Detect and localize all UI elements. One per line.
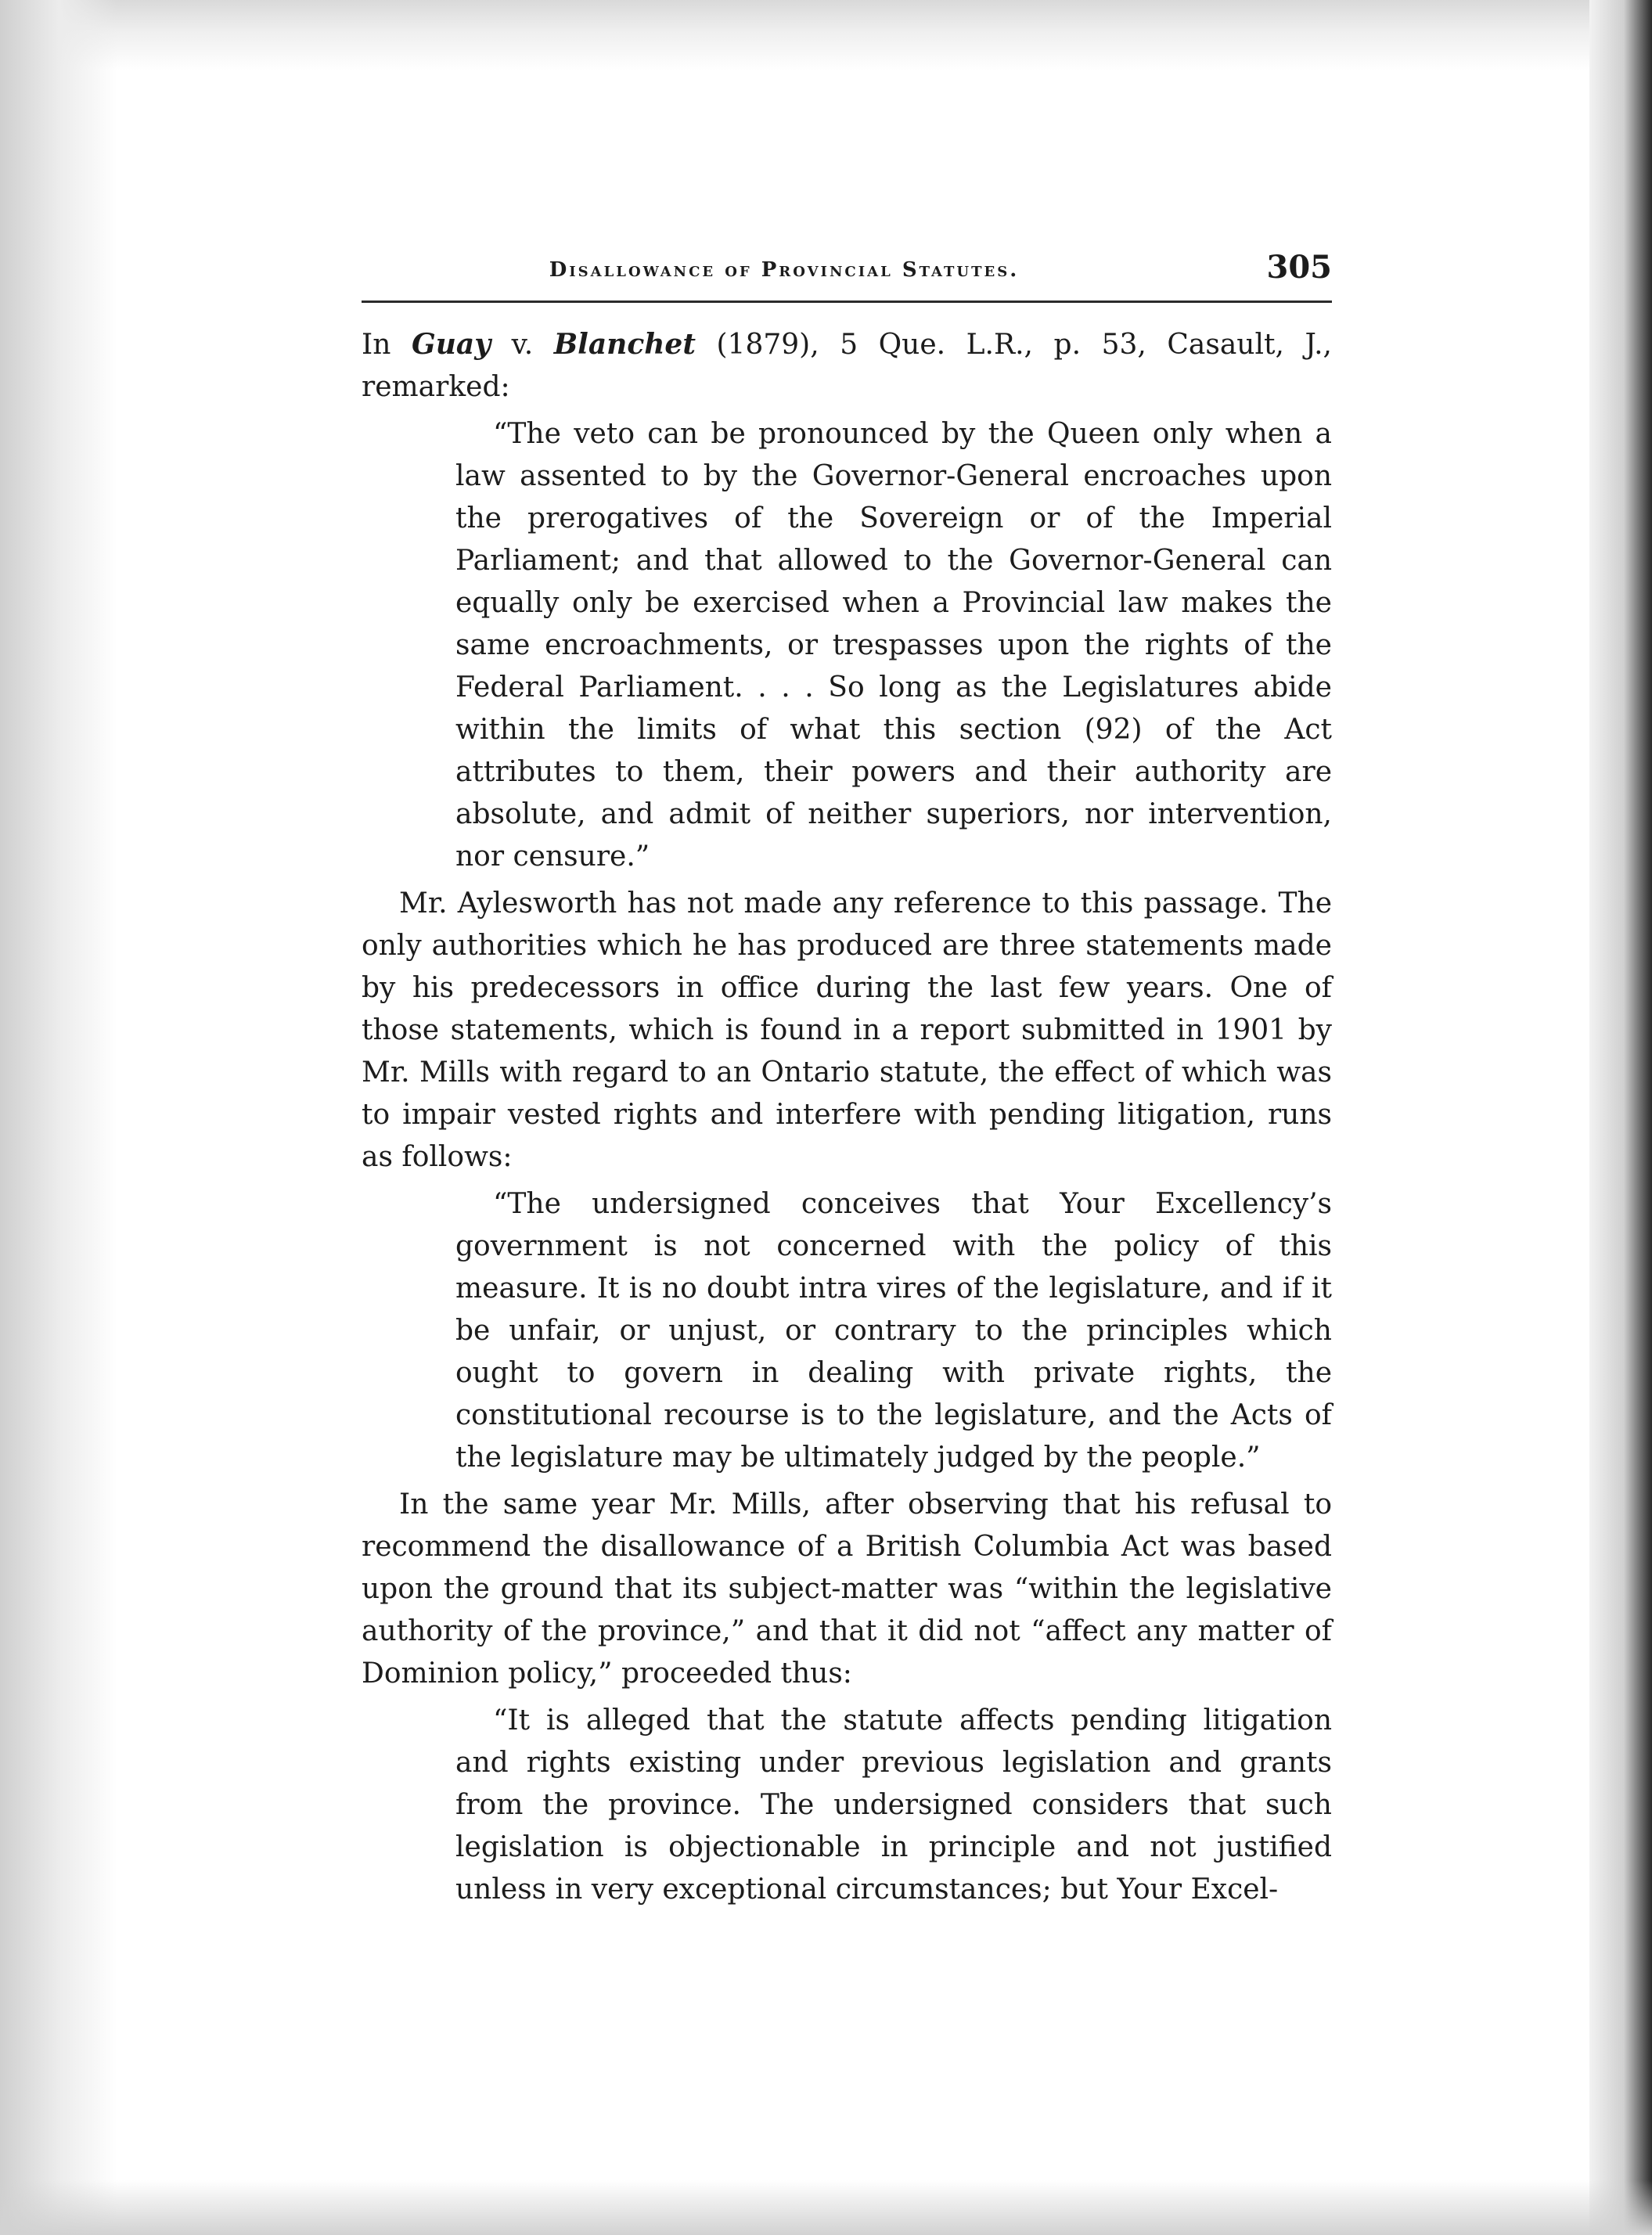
running-header [362,249,1332,303]
block-quote-3 [455,1700,1332,1911]
block-quote-1 [455,413,1332,878]
book-page [362,249,1332,1916]
running-title: Disallowance of Provincial Statutes. [549,258,1020,282]
block-quote-1-text: “The veto can be pronounced by the Queen only when a law assented to by the Governor-General encroaches upon the prerogatives of the Sovereign or of the Imperial Parliament; and that allowed to the Governor-General can equally only be exercised when a Provincial law makes the same encroachments, or trespasses upon the rights of the Federal Parliament. . . . So long as the Legislatures abide within the limits of what this section (92) of the Act attributes to them, their powers and their authority are absolute, and admit of neither superiors, nor intervention, nor censure.” [455,418,1332,873]
case-name-defendant: Blanchet [553,328,696,361]
paragraph-mills: In the same year Mr. Mills, after observing that his refusal to recommend the disallowance of a British Columbia Act was based upon the ground that its subject-matter was “within the legislative authority of the province,” and that it did not “affect any matter of Dominion policy,” proceeded thus: [362,1488,1332,1690]
scan-shadow-left [0,0,117,2235]
block-quote-2 [455,1183,1332,1479]
case-name-plaintiff: Guay [411,328,491,361]
citation-prefix: In [362,329,412,361]
case-versus: v. [491,329,554,361]
paragraph-aylesworth: Mr. Aylesworth has not made any reference to this passage. The only authorities which he has produced are three statements made by his predecessors in office during the last few years. One of those statements, which is found in a report submitted in 1901 by Mr. Mills with regard to an Ontario statute, the effect of which was to impair vested rights and interfere with pending litigation, runs as follows: [362,887,1332,1173]
scan-shadow-right [1589,0,1652,2235]
block-quote-2-text: “The undersigned conceives that Your Excellency’s government is not concerned with the policy of this measure. It is no doubt intra vires of the legislature, and if it be unfair, or unjust, or contrary to the principles which ought to govern in dealing with private rights, the constitutional recourse is to the legislature, and the Acts of the legislature may be ultimately judged by the people.” [455,1188,1332,1474]
page-number: 305 [1266,249,1332,286]
block-quote-3-text: “It is alleged that the statute affects pending litigation and rights existing under previous legislation and grants from the province. The undersigned considers that such legislation is objectionable in principle and not justified unless in very exceptional circumstances; but Your Excel- [455,1704,1332,1906]
scan-shadow-bottom [0,2180,1652,2235]
scan-shadow-top [0,0,1652,70]
page-body [362,323,1332,1911]
citation-rest: (1879), 5 Que. L.R., p. 53, Casault, J., remarked: [362,329,1332,403]
paragraph-case-citation [362,323,1332,408]
